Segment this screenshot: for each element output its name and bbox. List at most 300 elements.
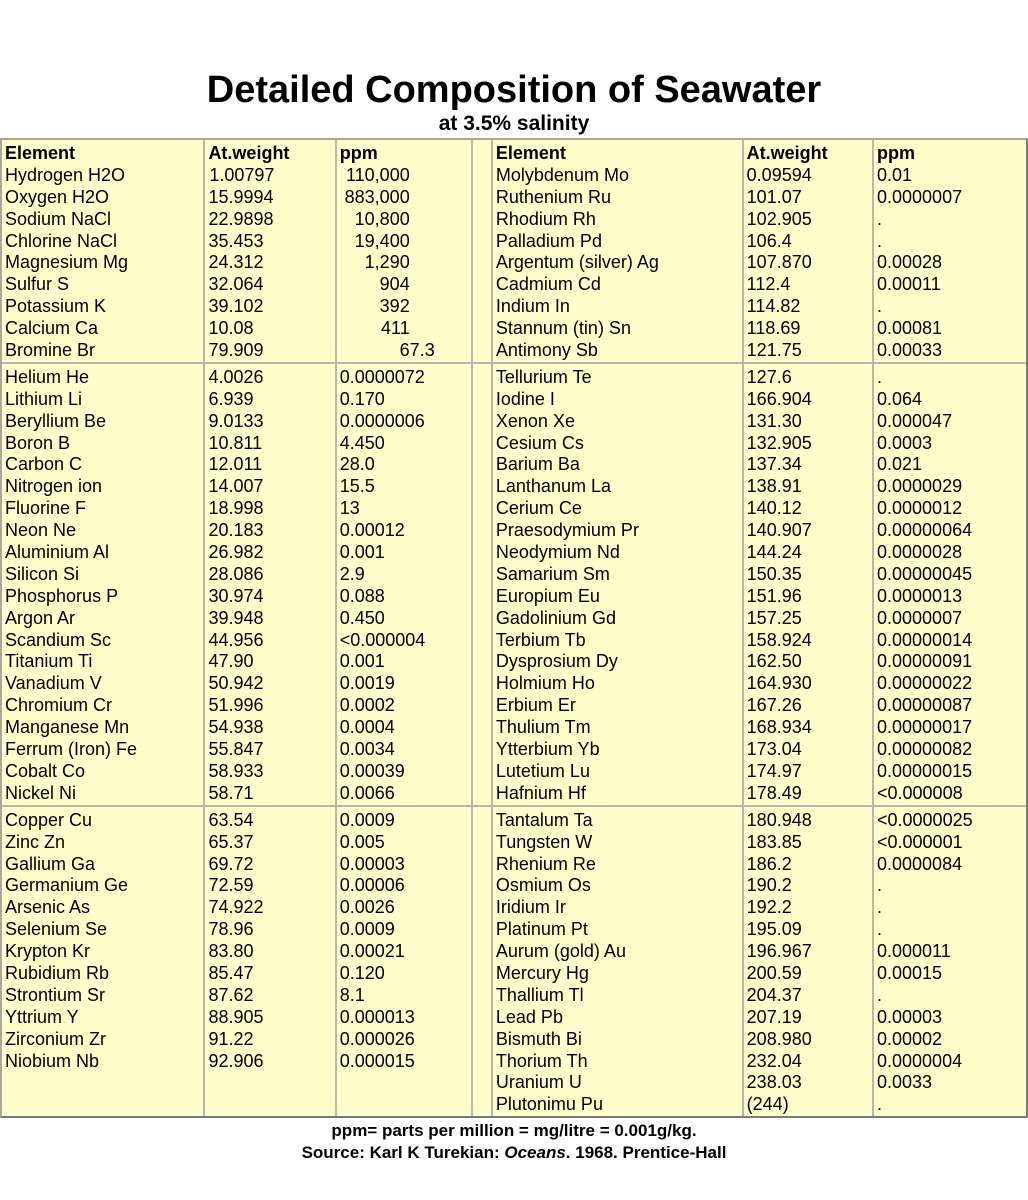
element-name: Aluminium Al [5, 542, 110, 563]
ppm-value: 0.0066 [339, 782, 395, 803]
column-gap [471, 805, 491, 1116]
ppm-value [340, 274, 469, 296]
ppm-value: 0.000013 [339, 1006, 415, 1027]
source-title: Oceans [504, 1143, 566, 1162]
atomic-weight: 238.03 [746, 1072, 802, 1093]
element-name: Iodine I [495, 388, 555, 409]
atomic-weight: 30.974 [208, 585, 264, 606]
ppm-value: 411 [381, 318, 410, 339]
column-header: ppm [877, 143, 915, 163]
ppm-value: 19,400 [354, 230, 410, 251]
ppm-value: 0.0000007 [877, 607, 963, 628]
element-name: Germanium Ge [5, 875, 129, 896]
element-name: Arsenic As [5, 897, 91, 918]
atomic-weight [208, 165, 331, 187]
ppm-value: . [877, 984, 883, 1005]
element-name: Cadmium Cd [495, 274, 601, 295]
ppm-value: 904 [379, 274, 410, 295]
ppm-value: 0.120 [339, 962, 385, 983]
ppm-value: 0.0000084 [877, 853, 963, 874]
element-name: Indium In [495, 296, 570, 317]
ppm-value: . [877, 897, 883, 918]
element-name: Tungsten W [495, 831, 593, 852]
atomic-weight: 168.934 [746, 717, 812, 738]
atomic-weight: 88.905 [208, 1006, 264, 1027]
atomic-weight: 192.2 [746, 897, 792, 918]
ppm-value: 0.0004 [339, 717, 395, 738]
element-name: Manganese Mn [5, 717, 130, 738]
atomic-weight [208, 340, 331, 362]
element-name: Molybdenum Mo [495, 164, 629, 185]
ppm-value: 0.00002 [877, 1028, 943, 1049]
ppm-value: 0.064 [877, 388, 923, 409]
atomic-weight: 102.905 [746, 208, 812, 229]
ppm-value: 0.00015 [877, 962, 943, 983]
ppm-value: 0.0000029 [877, 476, 963, 497]
atomic-weight: 186.2 [746, 853, 792, 874]
element-name: Vanadium V [5, 673, 102, 694]
element-name: Rhenium Re [495, 853, 596, 874]
table-section [2, 805, 1026, 1116]
ppm-value: 0.0003 [877, 432, 933, 453]
ppm-value: 0.00000017 [877, 717, 973, 738]
atomic-weight: 208.980 [746, 1028, 812, 1049]
column-header: ppm [339, 143, 378, 163]
atomic-weight [208, 296, 331, 318]
element-name: Niobium Nb [5, 1050, 100, 1071]
ppm-value: 4.450 [339, 432, 385, 453]
element-name: Barium Ba [495, 454, 580, 475]
ppm-definition: ppm= parts per million = mg/litre = 0.001g/kg. [331, 1121, 697, 1140]
ppm-value: 8.1 [339, 984, 365, 1005]
element-name: Iridium Ir [495, 897, 566, 918]
element-name: Sodium NaCl [5, 208, 112, 229]
atomic-weight: 65.37 [208, 831, 254, 852]
element-name: Holmium Ho [495, 673, 595, 694]
column-header: Element [495, 143, 566, 163]
ppm-value: 0.00000022 [877, 673, 973, 694]
atomic-weight: 20.183 [208, 520, 264, 541]
ppm-value: 0.00000082 [877, 739, 973, 760]
element-name: Lithium Li [5, 388, 83, 409]
ppm-value: 0.0019 [339, 673, 395, 694]
footer [0, 1120, 1028, 1164]
atomic-weight: 55.847 [208, 739, 264, 760]
element-column [2, 362, 203, 805]
ppm-value: 0.00000045 [877, 563, 973, 584]
ppm-value: 0.00012 [339, 520, 405, 541]
element-name: Platinum Pt [495, 919, 588, 940]
atomic-weight: 44.956 [208, 629, 264, 650]
ppm-value: 0.0000012 [877, 498, 963, 519]
atomic-weight: 18.998 [208, 498, 264, 519]
element-name: Rubidium Rb [5, 962, 110, 983]
ppm-value: 0.0033 [877, 1072, 933, 1093]
atomic-weight: 178.49 [746, 782, 802, 803]
atomic-weight: 137.34 [746, 454, 802, 475]
atomic-weight: 164.930 [746, 673, 812, 694]
atomic-weight [208, 187, 331, 209]
atomic-weight: 58.71 [208, 782, 254, 803]
atomic-weight: 10.811 [208, 432, 263, 453]
composition-table [0, 138, 1028, 1118]
ppm-value: . [877, 296, 883, 317]
element-name: Carbon C [5, 454, 83, 475]
weight-column [742, 362, 872, 805]
ppm-value: 0.001 [339, 651, 385, 672]
page-subtitle: at 3.5% salinity [438, 112, 590, 135]
element-name: Cesium Cs [495, 432, 584, 453]
element-name: Hafnium Hf [495, 782, 586, 803]
ppm-value: 28.0 [339, 454, 375, 475]
ppm-value: 0.450 [339, 607, 385, 628]
source-citation [0, 1142, 1028, 1164]
element-name: Magnesium Mg [5, 252, 129, 273]
ppm-value: . [877, 208, 883, 229]
atomic-weight: 107.870 [746, 252, 812, 273]
atomic-weight: 54.938 [208, 717, 264, 738]
ppm-value: 10,800 [354, 208, 410, 229]
atomic-weight: 69.72 [208, 853, 254, 874]
column-header: At.weight [746, 143, 828, 163]
atomic-weight: 232.04 [746, 1050, 802, 1071]
atomic-weight: 39.948 [208, 607, 264, 628]
ppm-value: . [877, 919, 883, 940]
ppm-value: 0.005 [339, 831, 385, 852]
ppm-value [340, 296, 469, 318]
ppm-value: 0.00000064 [877, 520, 973, 541]
ppm-value: <0.0000025 [877, 809, 973, 830]
ppm-value: 0.00003 [339, 853, 405, 874]
ppm-value: 0.001 [339, 542, 385, 563]
ppm-value: 0.000011 [877, 941, 951, 962]
page-title: Detailed Composition of Seawater [206, 69, 822, 111]
element-name: Europium Eu [495, 585, 600, 606]
atomic-weight: 204.37 [746, 984, 802, 1005]
atomic-weight: 150.35 [746, 563, 802, 584]
ppm-column [872, 805, 1026, 1116]
element-name: Ferrum (Iron) Fe [5, 739, 138, 760]
ppm-value: 883,000 [344, 186, 410, 207]
atomic-weight: 91.22 [208, 1028, 254, 1049]
atomic-weight [208, 252, 331, 274]
ppm-value: 0.00011 [877, 274, 941, 295]
atomic-weight: (244) [746, 1094, 789, 1115]
element-name: Rhodium Rh [495, 208, 596, 229]
ppm-value: 0.0002 [339, 695, 395, 716]
ppm-value: . [877, 366, 883, 387]
atomic-weight: 140.907 [746, 520, 812, 541]
element-name: Selenium Se [5, 919, 108, 940]
atomic-weight: 9.0133 [208, 410, 264, 431]
ppm-column [872, 140, 1026, 362]
atomic-weight [208, 318, 331, 340]
atomic-weight: 144.24 [746, 542, 802, 563]
element-name: Tellurium Te [495, 366, 592, 387]
atomic-weight [208, 274, 331, 296]
element-name: Chromium Cr [5, 695, 113, 716]
weight-column [742, 805, 872, 1116]
element-column [2, 140, 203, 362]
element-name: Nitrogen ion [5, 476, 103, 497]
element-name: Helium He [5, 366, 90, 387]
source-prefix: Source: Karl K Turekian: [301, 1143, 505, 1162]
element-name: Silicon Si [5, 563, 80, 584]
element-name: Dysprosium Dy [495, 651, 618, 672]
element-name: Xenon Xe [495, 410, 575, 431]
element-name: Zirconium Zr [5, 1028, 107, 1049]
atomic-weight: 101.07 [746, 186, 802, 207]
ppm-value: <0.000001 [877, 831, 963, 852]
element-name: Bismuth Bi [495, 1028, 582, 1049]
element-name: Uranium U [495, 1072, 582, 1093]
element-name: Calcium Ca [5, 318, 99, 339]
element-name: Osmium Os [495, 875, 591, 896]
atomic-weight: 132.905 [746, 432, 812, 453]
ppm-value: 0.0000028 [877, 542, 963, 563]
weight-column [742, 140, 872, 362]
element-column [491, 362, 742, 805]
ppm-value: 0.00000091 [877, 651, 973, 672]
element-column [491, 805, 742, 1116]
element-name: Cobalt Co [5, 760, 86, 781]
element-name: Gallium Ga [5, 853, 96, 874]
source-suffix: . 1968. Prentice-Hall [565, 1143, 727, 1162]
atomic-weight: 72.59 [208, 875, 254, 896]
ppm-value [340, 340, 469, 362]
ppm-value: 0.00033 [877, 340, 943, 361]
element-name: Thorium Th [495, 1050, 588, 1071]
ppm-value: 0.000026 [339, 1028, 415, 1049]
element-name: Hydrogen H2O [5, 164, 126, 185]
atomic-weight: 0.09594 [746, 164, 812, 185]
atomic-weight: 85.47 [208, 962, 254, 983]
ppm-value: 0.000047 [877, 410, 953, 431]
element-name: Yttrium Y [5, 1006, 79, 1027]
atomic-weight: 92.906 [208, 1050, 264, 1071]
ppm-value: 0.0000006 [339, 410, 425, 431]
atomic-weight: 183.85 [746, 831, 802, 852]
atomic-weight: 79.909 [208, 340, 264, 361]
ppm-value: 0.0026 [339, 897, 395, 918]
atomic-weight: 127.6 [746, 366, 792, 387]
atomic-weight: 83.80 [208, 941, 254, 962]
ppm-value: 0.00000015 [877, 760, 973, 781]
element-name: Palladium Pd [495, 230, 602, 251]
element-name: Ruthenium Ru [495, 186, 611, 207]
ppm-value: <0.000004 [339, 629, 426, 650]
atomic-weight: 118.69 [746, 318, 801, 339]
element-name: Lead Pb [495, 1006, 563, 1027]
weight-column [203, 805, 334, 1116]
element-column [2, 805, 203, 1116]
atomic-weight: 35.453 [208, 230, 264, 251]
atomic-weight: 158.924 [746, 629, 812, 650]
atomic-weight: 195.09 [746, 919, 802, 940]
atomic-weight: 15.9994 [208, 186, 274, 207]
ppm-value: 0.00006 [339, 875, 405, 896]
element-name: Phosphorus P [5, 585, 119, 606]
atomic-weight: 151.96 [746, 585, 802, 606]
ppm-value: <0.000008 [877, 782, 963, 803]
element-name: Thulium Tm [495, 717, 591, 738]
element-name: Thallium Tl [495, 984, 584, 1005]
atomic-weight: 74.922 [208, 897, 264, 918]
ppm-value: 1,290 [364, 252, 410, 273]
ppm-value: 0.00039 [339, 760, 405, 781]
ppm-value: 0.088 [339, 585, 385, 606]
element-name: Terbium Tb [495, 629, 586, 650]
ppm-value: 0.00000014 [877, 629, 973, 650]
column-header: Element [5, 143, 76, 163]
weight-column [203, 140, 334, 362]
atomic-weight: 58.933 [208, 760, 264, 781]
atomic-weight: 87.62 [208, 984, 254, 1005]
element-name: Krypton Kr [5, 941, 91, 962]
ppm-value: 2.9 [339, 563, 365, 584]
element-name: Antimony Sb [495, 340, 598, 361]
element-name: Zinc Zn [5, 831, 66, 852]
atomic-weight: 106.4 [746, 230, 792, 251]
element-name: Samarium Sm [495, 563, 610, 584]
atomic-weight: 174.97 [746, 760, 802, 781]
ppm-value [340, 209, 469, 231]
element-name: Boron B [5, 432, 71, 453]
atomic-weight: 200.59 [746, 962, 802, 983]
atomic-weight: 114.82 [746, 296, 801, 317]
ppm-value: . [877, 1094, 883, 1115]
ppm-value [340, 165, 469, 187]
atomic-weight: 6.939 [208, 388, 254, 409]
element-name: Sulfur S [5, 274, 70, 295]
element-name: Mercury Hg [495, 962, 589, 983]
atomic-weight: 166.904 [746, 388, 812, 409]
column-gap [471, 140, 491, 362]
atomic-weight: 12.011 [208, 454, 263, 475]
atomic-weight: 51.996 [208, 695, 264, 716]
ppm-value: 0.0009 [339, 919, 395, 940]
atomic-weight: 4.0026 [208, 366, 264, 387]
element-name: Praesodymium Pr [495, 520, 639, 541]
ppm-column [335, 362, 472, 805]
atomic-weight: 28.086 [208, 563, 264, 584]
ppm-value: 0.0000004 [877, 1050, 963, 1071]
column-gap [471, 362, 491, 805]
atomic-weight: 24.312 [208, 252, 264, 273]
atomic-weight: 10.08 [208, 318, 254, 339]
element-name: Erbium Er [495, 695, 576, 716]
element-name: Titanium Ti [5, 651, 93, 672]
element-name: Potassium K [5, 296, 107, 317]
atomic-weight [208, 231, 331, 253]
table-section [2, 362, 1026, 805]
ppm-value: 392 [379, 296, 410, 317]
ppm-value [340, 231, 469, 253]
atomic-weight: 47.90 [208, 651, 254, 672]
atomic-weight: 138.91 [746, 476, 802, 497]
ppm-value: 0.01 [877, 164, 913, 185]
ppm-column [335, 805, 472, 1116]
atomic-weight: 131.30 [746, 410, 802, 431]
element-name: Beryllium Be [5, 410, 107, 431]
ppm-value: 0.0000072 [339, 366, 425, 387]
atomic-weight: 157.25 [746, 607, 802, 628]
element-name: Cerium Ce [495, 498, 582, 519]
element-name: Strontium Sr [5, 984, 106, 1005]
element-name: Bromine Br [5, 340, 96, 361]
column-header: At.weight [208, 143, 290, 163]
atomic-weight: 50.942 [208, 673, 264, 694]
atomic-weight: 140.12 [746, 498, 802, 519]
element-name: Argentum (silver) Ag [495, 252, 659, 273]
element-name: Aurum (gold) Au [495, 941, 626, 962]
ppm-value: 0.00081 [877, 318, 943, 339]
ppm-value: 0.00028 [877, 252, 943, 273]
atomic-weight: 196.967 [746, 941, 812, 962]
ppm-column [872, 362, 1026, 805]
atomic-weight: 190.2 [746, 875, 792, 896]
weight-column [203, 362, 334, 805]
ppm-value: 0.00021 [339, 941, 405, 962]
ppm-value [340, 187, 469, 209]
atomic-weight: 63.54 [208, 809, 254, 830]
ppm-value: 0.0009 [339, 809, 395, 830]
atomic-weight: 162.50 [746, 651, 802, 672]
element-name: Chlorine NaCl [5, 230, 118, 251]
atomic-weight: 32.064 [208, 274, 264, 295]
atomic-weight: 39.102 [208, 296, 264, 317]
ppm-value: 0.0000013 [877, 585, 963, 606]
atomic-weight: 78.96 [208, 919, 254, 940]
ppm-value [340, 252, 469, 274]
element-name: Lutetium Lu [495, 760, 590, 781]
table-section [2, 140, 1026, 362]
atomic-weight: 26.982 [208, 542, 264, 563]
element-name: Ytterbium Yb [495, 739, 600, 760]
element-name: Tantalum Ta [495, 809, 593, 830]
ppm-value [340, 318, 469, 340]
element-column [491, 140, 742, 362]
ppm-value: 0.000015 [339, 1050, 415, 1071]
atomic-weight: 173.04 [746, 739, 802, 760]
atomic-weight: 207.19 [746, 1006, 802, 1027]
element-name: Neon Ne [5, 520, 77, 541]
atomic-weight [208, 209, 331, 231]
atomic-weight: 167.26 [746, 695, 802, 716]
element-name: Fluorine F [5, 498, 87, 519]
atomic-weight: 180.948 [746, 809, 812, 830]
ppm-value: 0.0000007 [877, 186, 963, 207]
element-name: Oxygen H2O [5, 186, 110, 207]
element-name: Gadolinium Gd [495, 607, 616, 628]
ppm-value: 0.021 [877, 454, 923, 475]
element-name: Plutonimu Pu [495, 1094, 603, 1115]
ppm-value: . [877, 230, 883, 251]
element-name: Nickel Ni [5, 782, 77, 803]
ppm-value: . [877, 875, 883, 896]
ppm-value: 0.00003 [877, 1006, 943, 1027]
ppm-value: 15.5 [339, 476, 375, 497]
ppm-value: 0.00000087 [877, 695, 973, 716]
ppm-value: 67.3 [399, 340, 435, 361]
ppm-value: 13 [339, 498, 360, 519]
ppm-value: 0.170 [339, 388, 385, 409]
element-name: Stannum (tin) Sn [495, 318, 631, 339]
ppm-column [335, 140, 472, 362]
ppm-value: 0.0034 [339, 739, 395, 760]
element-name: Scandium Sc [5, 629, 112, 650]
atomic-weight: 1.00797 [209, 164, 275, 185]
